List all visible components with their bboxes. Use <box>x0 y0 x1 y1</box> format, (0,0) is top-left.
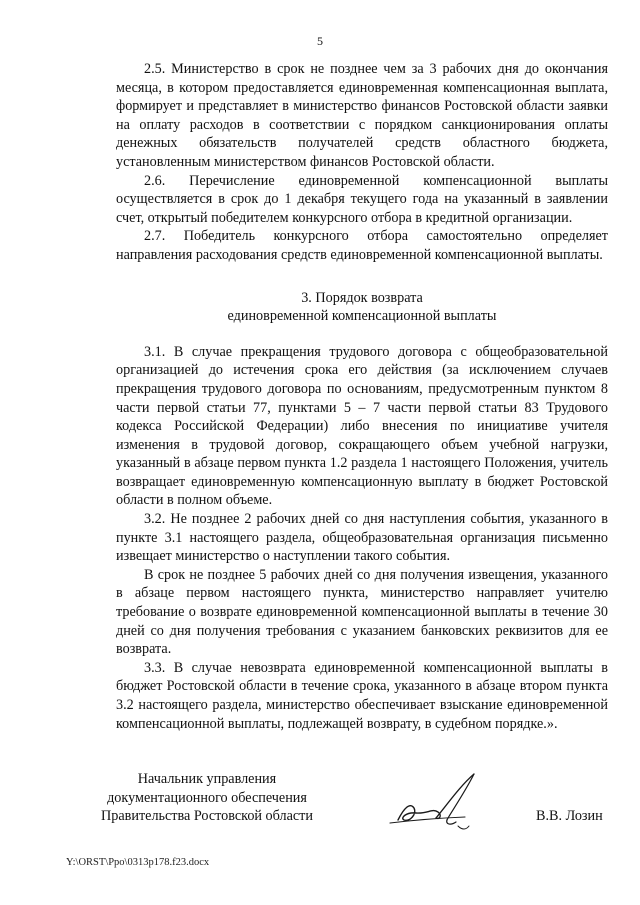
file-path: Y:\ORST\Ppo\0313p178.f23.docx <box>66 857 210 868</box>
paragraph-2-5: 2.5. Министерство в срок не позднее чем за 3 рабочих дня до окончания месяца, в котором предоставляется единовременная компенсационная выплата, формирует и представляет в министерство финансов Ростовской области заявки на оплату расходов в соответствии с порядком санкционирования оплаты денежных обязательств получателей средств областного бюджета, установленным министерством финансов Ростовской области. <box>116 61 608 170</box>
section-heading <box>116 289 608 326</box>
signer-title <box>92 770 322 826</box>
section-heading-line2: единовременной компенсационной выплаты <box>227 308 497 325</box>
paragraph-3-3: 3.3. В случае невозврата единовременной компенсационной выплаты в бюджет Ростовской области в течение срока, указанного в абзаце втором пункта 3.2 настоящего раздела, министерство обеспечивает взыскание единовременной компенсационной выплаты, подлежащей возврату, в судебном порядке.». <box>116 659 608 732</box>
paragraph-3-2-second: В срок не позднее 5 рабочих дней со дня получения извещения, указанного в абзаце первом настоящего пункта, министерство направляет учителю требование о возврате единовременной компенсационной выплаты в течение 30 дней со дня получения требования с указанием банковских реквизитов для ее возврата. <box>116 566 608 658</box>
signer-title-line3: Правительства Ростовской области <box>101 808 313 825</box>
paragraph-2-7: 2.7. Победитель конкурсного отбора самостоятельно определяет направления расходования средств единовременной компенсационной выплаты. <box>116 228 608 263</box>
handwritten-signature <box>370 768 490 838</box>
section-heading-line1: 3. Порядок возврата <box>301 289 423 306</box>
signer-name: В.В. Лозин <box>536 808 603 824</box>
signer-title-line1: Начальник управления <box>137 771 277 787</box>
signer-title-line2: документационного обеспечения <box>107 789 307 806</box>
paragraph-2-6: 2.6. Перечисление единовременной компенсационной выплаты осуществляется в срок до 1 декабря текущего года на указанный в заявлении счет, открытый победителем конкурсного отбора в кредитной организации. <box>116 172 608 226</box>
paragraph-3-1: 3.1. В случае прекращения трудового договора с общеобразовательной организацией до истечения срока его действия (за исключением случаев прекращения трудового договора по основаниям, предусмотренным пунктом 8 части первой статьи 77, пунктами 5 – 7 части первой статьи 83 Трудового кодекса Российской Федерации) либо внесения по инициативе учителя изменения в трудовой договор, сокращающего объем учебной нагрузки, указанный в абзаце первом пункта 1.2 раздела 1 настоящего Положения, учитель возвращает единовременную компенсационную выплату в бюджет Ростовской области в полном объеме. <box>116 343 608 509</box>
paragraph-3-2: 3.2. Не позднее 2 рабочих дней со дня наступления события, указанного в пункте 3.1 настоящего раздела, общеобразовательная организация письменно извещает министерство о наступлении такого события. <box>116 511 608 565</box>
document-body <box>116 60 608 733</box>
page-number: 5 <box>317 34 323 48</box>
